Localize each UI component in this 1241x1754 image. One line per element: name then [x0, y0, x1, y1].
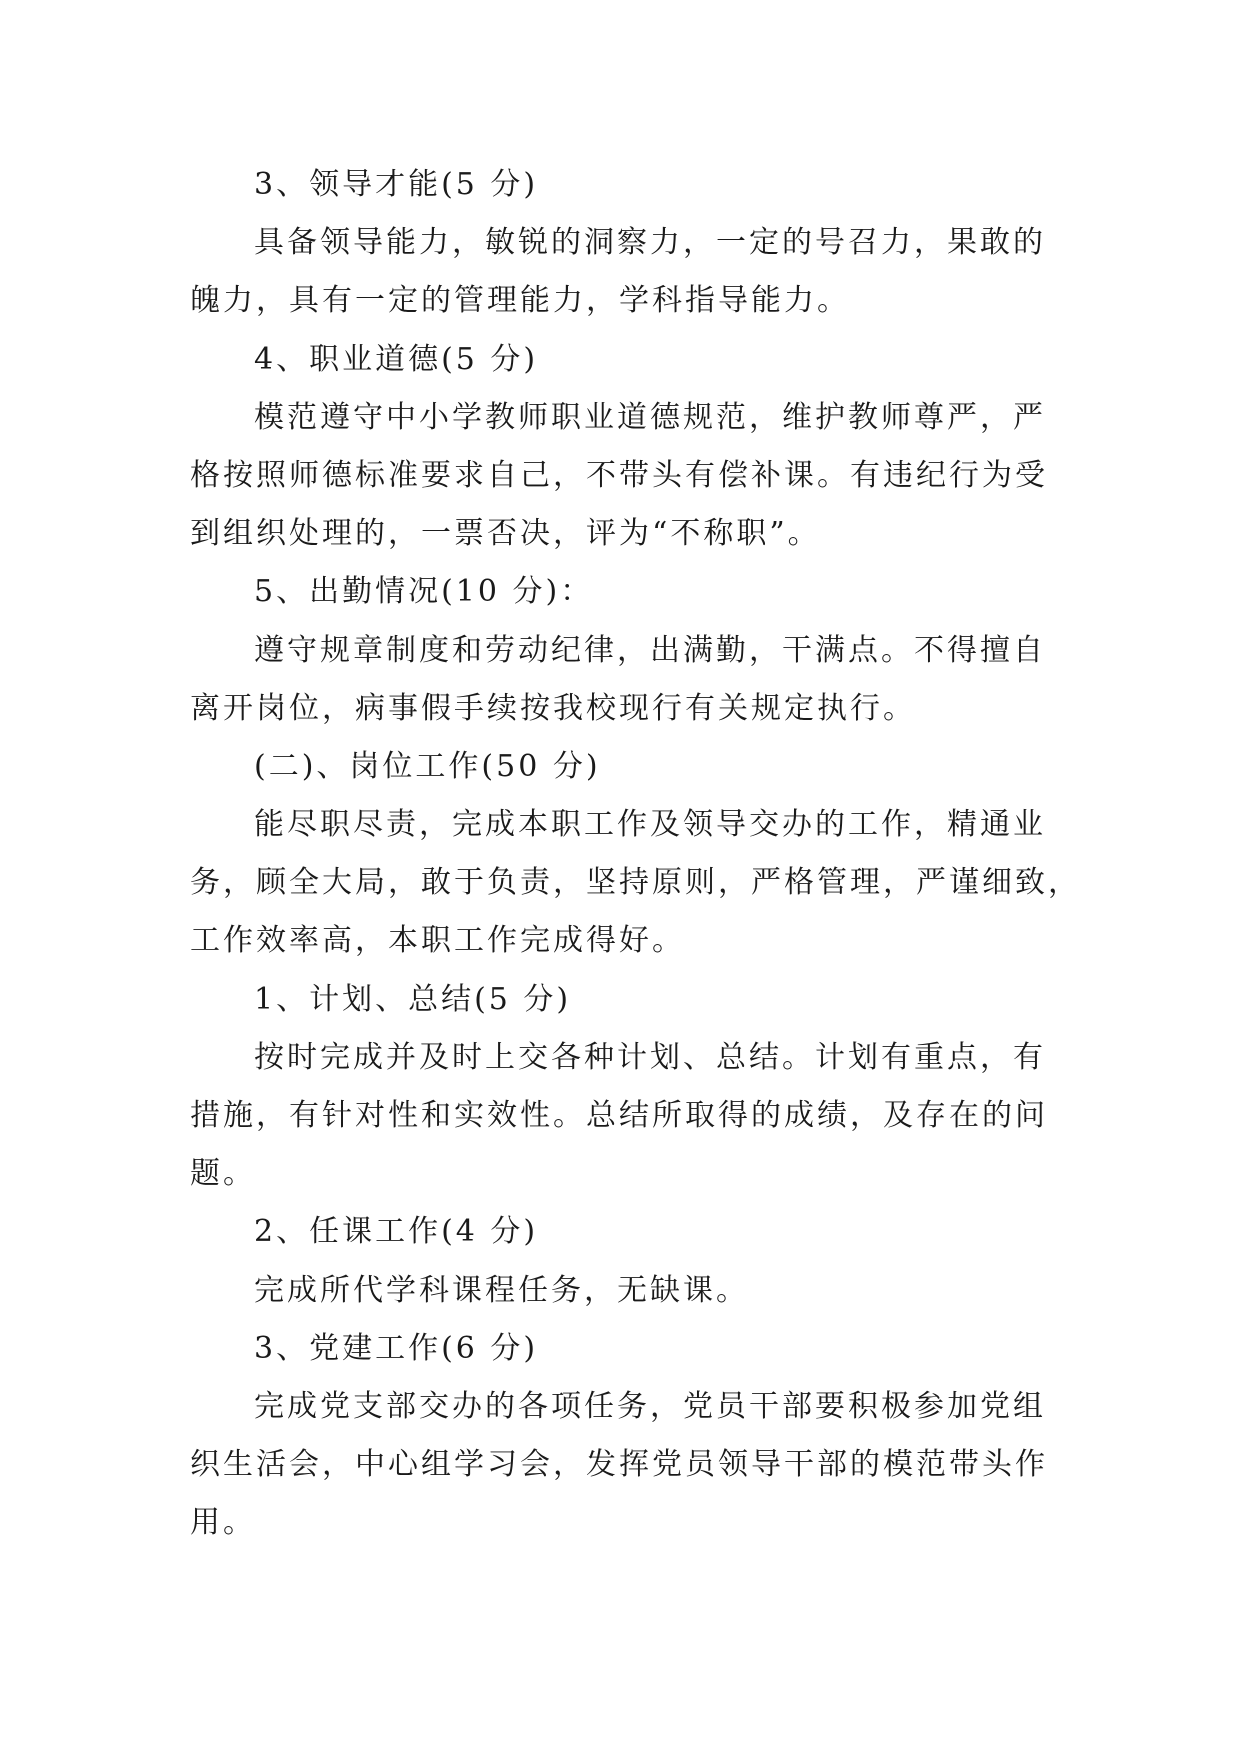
paragraph-line: 魄力，具有一定的管理能力，学科指导能力。	[190, 283, 850, 319]
paragraph-line: 到组织处理的，一票否决，评为“不称职”。	[190, 516, 821, 552]
heading-party-building: 3、党建工作(6 分)	[254, 1330, 539, 1366]
paragraph-line: 能尽职尽责，完成本职工作及领导交办的工作，精通业	[254, 807, 1046, 843]
paragraph-line: 模范遵守中小学教师职业道德规范，维护教师尊严，严	[254, 399, 1046, 435]
heading-teaching-work: 2、任课工作(4 分)	[254, 1214, 539, 1250]
paragraph-line: 用。	[190, 1505, 256, 1541]
paragraph-line: 格按照师德标准要求自己，不带头有偿补课。有违纪行为受	[190, 457, 1048, 493]
paragraph-line: 完成所代学科课程任务，无缺课。	[254, 1272, 749, 1308]
paragraph-line: 织生活会，中心组学习会，发挥党员领导干部的模范带头作	[190, 1447, 1048, 1483]
paragraph-line: 措施，有针对性和实效性。总结所取得的成绩，及存在的问	[190, 1098, 1048, 1133]
paragraph-line: 题。	[190, 1156, 256, 1192]
paragraph-line: 遵守规章制度和劳动纪律，出满勤，干满点。不得擅自	[254, 632, 1046, 668]
paragraph-line: 离开岗位，病事假手续按我校现行有关规定执行。	[190, 690, 916, 726]
heading-plan-summary: 1、计划、总结(5 分)	[254, 981, 572, 1017]
document-body	[190, 156, 1081, 1553]
paragraph-line: 工作效率高，本职工作完成得好。	[190, 923, 685, 959]
paragraph-line: 务，顾全大局，敢于负责，坚持原则，严格管理，严谨细致，	[190, 865, 1081, 901]
heading-leadership: 3、领导才能(5 分)	[254, 167, 539, 202]
heading-post-work: (二)、岗位工作(50 分)	[254, 748, 601, 784]
paragraph-line: 完成党支部交办的各项任务，党员干部要积极参加党组	[254, 1388, 1046, 1424]
heading-attendance: 5、出勤情况(10 分)：	[254, 574, 594, 610]
paragraph-line: 具备领导能力，敏锐的洞察力，一定的号召力，果敢的	[254, 225, 1046, 261]
paragraph-line: 按时完成并及时上交各种计划、总结。计划有重点，有	[254, 1039, 1046, 1075]
heading-professional-ethics: 4、职业道德(5 分)	[254, 341, 539, 377]
